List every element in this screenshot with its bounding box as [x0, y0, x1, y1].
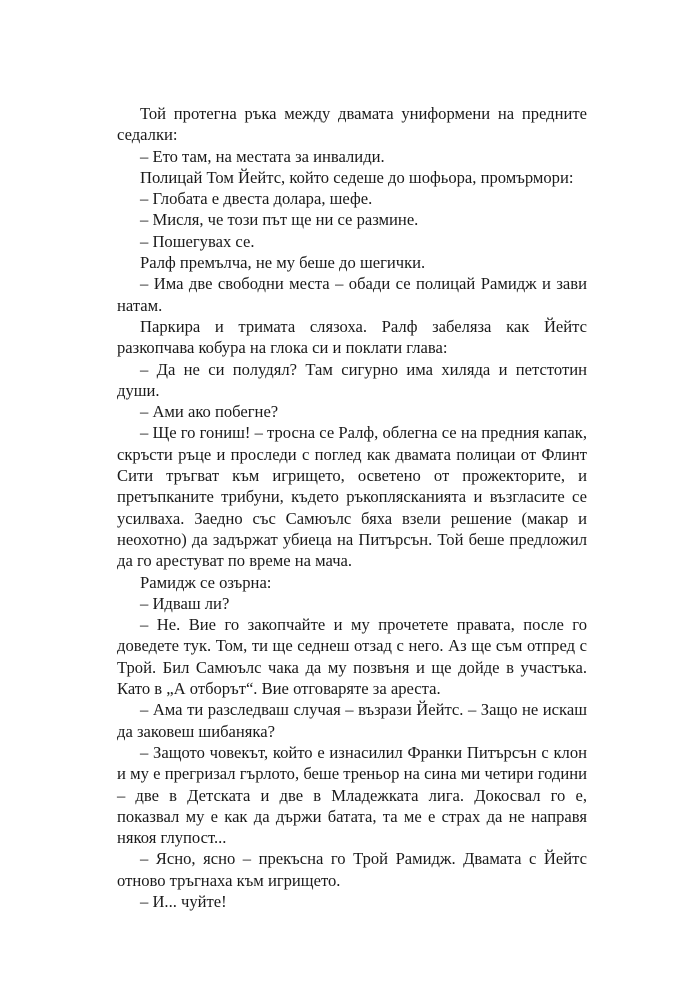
body-text	[117, 103, 587, 912]
paragraph: – Ама ти разследваш случая – възрази Йейтс. – Защо не искаш да заковеш шибаняка?	[117, 700, 587, 741]
paragraph: – Ето там, на местата за инвалиди.	[140, 146, 385, 166]
paragraph: – Ще го гониш! – тросна се Ралф, облегна се на предния капак, скръсти ръце и проследи с поглед как двамата полицаи от Флинт Сити тръгват към игрището, осветено от прожекторите, и претъпканите трибуни, където ръкоплясканията и възгласите се усилваха. Заедно със Самюълс бяха взели решение (макар и неохотно) да задържат убиеца на Питърсън. Той беше предложил да го арестуват по време на мача.	[117, 423, 587, 571]
paragraph: Паркира и тримата слязоха. Ралф забеляза как Йейтс разкопчава кобура на глока си и поклати глава:	[117, 316, 587, 358]
paragraph: – Да не си полудял? Там сигурно има хиляда и петстотин души.	[117, 359, 587, 400]
paragraph: Ралф премълча, не му беше до шегички.	[140, 253, 426, 273]
paragraph: – Не. Вие го закопчайте и му прочетете правата, после го доведете тук. Том, ти ще седнеш отзад с него. Аз ще съм отпред с Трой. Бил Самюълс чака да му позвъня и ще дойде в участъка. Като в „А отборът“. Вие отговаряте за ареста.	[117, 615, 587, 699]
paragraph: – Има две свободни места – обади се полицай Рамидж и зави натам.	[117, 274, 587, 315]
paragraph: Полицай Том Йейтс, който седеше до шофьора, промърмори:	[140, 167, 574, 187]
paragraph: Той протегна ръка между двамата униформени на предните седалки:	[117, 104, 587, 145]
paragraph: – Мисля, че този път ще ни се размине.	[140, 210, 419, 230]
paragraph: – Ами ако побегне?	[140, 402, 279, 422]
paragraph: – Ясно, ясно – прекъсна го Трой Рамидж. Двамата с Йейтс отново тръгнаха към игрището.	[117, 849, 587, 890]
paragraph: – Глобата е двеста долара, шефе.	[140, 189, 373, 209]
paragraph: Рамидж се озърна:	[140, 572, 272, 592]
paragraph: – Защото човекът, който е изнасилил Франки Питърсън с клон и му е прегризал гърлото, беше треньор на сина ми четири години – две в Детската и две в Младежката лига. Докосвал го е, показвал му е как да държи батата, та ме е страх да не направя някоя глупост...	[117, 742, 587, 848]
paragraph: – И... чуйте!	[140, 891, 227, 911]
paragraph: – Идваш ли?	[140, 593, 230, 613]
paragraph: – Пошегувах се.	[140, 231, 255, 251]
